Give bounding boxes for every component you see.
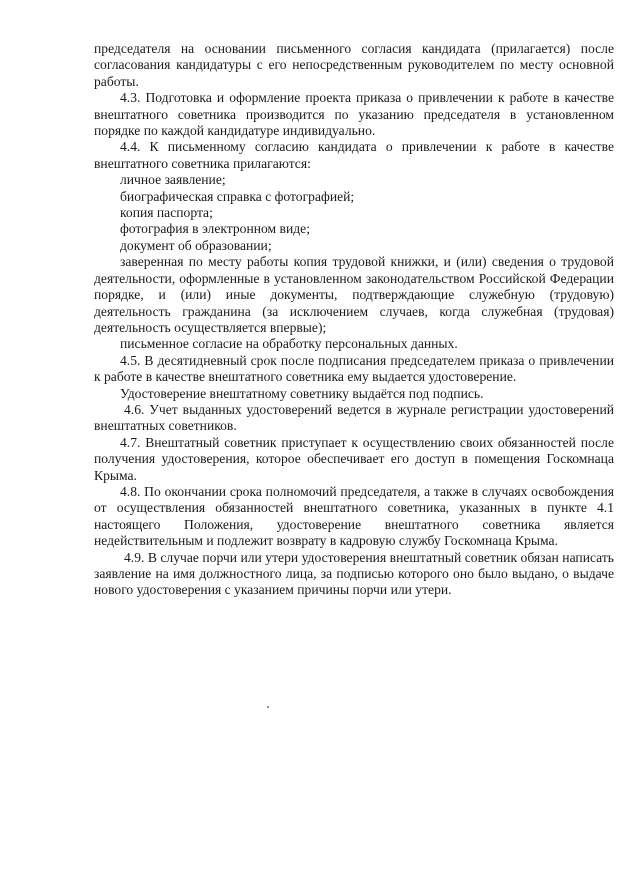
paragraph-certificate-signature: Удостоверение внештатному советнику выдаётся под подпись. [120, 385, 484, 401]
list-item-application: личное заявление; [120, 172, 226, 188]
paragraph-work-book-copy: заверенная по месту работы копия трудовой книжки, и (или) сведения о трудовой деятельности, оформленные в установленном законодательством Российской Федерации порядке, и (или) иные документы, подтверждающие служебную (трудовую) деятельность гражданина (за исключением случаев, когда служебная (трудовая) деятельность осуществляется впервые); [94, 254, 614, 335]
paragraph-4-7: 4.7. Внештатный советник приступает к осуществлению своих обязанностей после получения удостоверения, которое обеспечивает его доступ в помещения Госкомнаца Крыма. [94, 434, 614, 483]
paragraph-personal-data-consent: письменное согласие на обработку персональных данных. [120, 336, 458, 352]
scan-speck [267, 706, 269, 708]
paragraph-4-6: 4.6. Учет выданных удостоверений ведется в журнале регистрации удостоверений внештатных советников. [94, 401, 614, 434]
document-body [94, 41, 614, 599]
paragraph-4-3: 4.3. Подготовка и оформление проекта приказа о привлечении к работе в качестве внештатного советника производится по указанию председателя в установленном порядке по каждой кандидатуре индивидуально. [94, 90, 614, 139]
list-item-biography: биографическая справка с фотографией; [120, 188, 355, 204]
list-item-passport-copy: копия паспорта; [120, 205, 213, 221]
list-item-electronic-photo: фотография в электронном виде; [120, 221, 310, 237]
paragraph-4-5: 4.5. В десятидневный срок после подписания председателем приказа о привлечении к работе в качестве внештатного советника ему выдается удостоверение. [94, 352, 614, 385]
paragraph-continuation: председателя на основании письменного согласия кандидата (прилагается) после согласования кандидатуры с его непосредственным руководителем по месту основной работы. [94, 41, 614, 89]
list-item-education-document: документ об образовании; [120, 237, 272, 253]
paragraph-4-8: 4.8. По окончании срока полномочий председателя, а также в случаях освобождения от осуществления обязанностей внештатного советника, указанных в пункте 4.1 настоящего Положения, удостоверение внештатного советника является недействительным и подлежит возврату в кадровую службу Госкомнаца Крыма. [94, 483, 614, 549]
paragraph-4-9: 4.9. В случае порчи или утери удостоверения внештатный советник обязан написать заявление на имя должностного лица, за подписью которого оно было выдано, о выдаче нового удостоверения с указанием причины порчи или утери. [94, 549, 614, 598]
paragraph-4-4: 4.4. К письменному согласию кандидата о привлечении к работе в качестве внештатного советника прилагаются: [94, 139, 614, 171]
